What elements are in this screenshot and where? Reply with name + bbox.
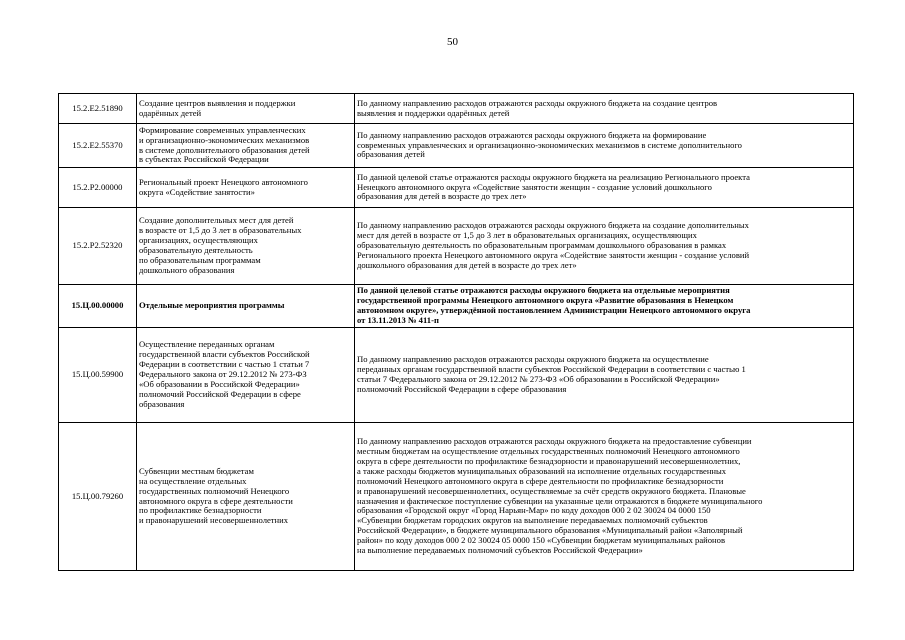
table-row	[59, 285, 854, 328]
description-cell: По данному направлению расходов отражаются расходы окружного бюджета на создание дополнительных мест для детей в возрасте от 1,5 до 3 лет в образовательных организациях, осуществляющих образовательную деятельность по образовательным программам дошкольного образования в рамках Регионального проекта Ненецкого автономного округа «Содействие занятости женщин - создание условий дошкольного образования для детей в возрасте до трех лет»	[355, 208, 854, 285]
code-cell: 15.2.Е2.51890	[59, 94, 137, 124]
code-cell: 15.2.Е2.55370	[59, 124, 137, 168]
description-cell: По данной целевой статье отражаются расходы окружного бюджета на реализацию Регионального проекта Ненецкого автономного округа «Содействие занятости женщин - создание условий дошкольного образования для детей в возрасте до трех лет»	[355, 168, 854, 208]
description-cell: По данному направлению расходов отражаются расходы окружного бюджета на осуществление переданных органам государственной власти субъектов Российской Федерации в соответствии с частью 1 статьи 7 Федерального закона от 29.12.2012 № 273-ФЗ «Об образовании в Российской Федерации» полномочий Российской Федерации в сфере образования	[355, 328, 854, 423]
name-cell: Отдельные мероприятия программы	[137, 285, 355, 328]
name-cell: Осуществление переданных органам государственной власти субъектов Российской Федерации в соответствии с частью 1 статьи 7 Федерального закона от 29.12.2012 № 273-ФЗ «Об образовании в Российской Федерации» полномочий Российской Федерации в сфере образования	[137, 328, 355, 423]
table-row	[59, 168, 854, 208]
table-row	[59, 328, 854, 423]
description-cell: По данному направлению расходов отражаются расходы окружного бюджета на создание центров выявления и поддержки одарённых детей	[355, 94, 854, 124]
name-cell: Создание дополнительных мест для детей в возрасте от 1,5 до 3 лет в образовательных организациях, осуществляющих образовательную деятельность по образовательным программам дошкольного образования	[137, 208, 355, 285]
table-row	[59, 124, 854, 168]
description-cell: По данной целевой статье отражаются расходы окружного бюджета на отдельные мероприятия государственной программы Ненецкого автономного округа «Развитие образования в Ненецком автономном округе», утверждённой постановлением Администрации Ненецкого автономного округа от 13.11.2013 № 411-п	[355, 285, 854, 328]
page-number: 50	[447, 36, 458, 48]
code-cell: 15.Ц.00.59900	[59, 328, 137, 423]
code-cell: 15.Ц.00.79260	[59, 423, 137, 571]
code-cell: 15.2.Р2.00000	[59, 168, 137, 208]
description-cell: По данному направлению расходов отражаются расходы окружного бюджета на предоставление субвенции местным бюджетам на осуществление отдельных государственных полномочий Ненецкого автономного округа в сфере деятельности по профилактике безнадзорности и правонарушений несовершеннолетних, а также расходы бюджетов муниципальных образований на исполнение отдельных государственных полномочий Ненецкого автономного округа в сфере деятельности по профилактике безнадзорности и правонарушений несовершеннолетних, осуществляемые за счёт средств окружного бюджета. Плановые назначения и фактическое поступление субвенции на указанные цели отражаются в бюджете муниципального образования «Городской округ «Город Нарьян-Мар» по коду доходов 000 2 02 30024 04 0000 150 «Субвенции бюджетам городских округов на выполнение передаваемых полномочий субъектов Российской Федерации», в бюджете муниципального образования «Муниципальный район «Заполярный район» по коду доходов 000 2 02 30024 05 0000 150 «Субвенции бюджетам муниципальных районов на выполнение передаваемых полномочий субъектов Российской Федерации»	[355, 423, 854, 571]
table-row	[59, 208, 854, 285]
name-cell: Создание центров выявления и поддержки одарённых детей	[137, 94, 355, 124]
name-cell: Формирование современных управленческих и организационно-экономических механизмов в системе дополнительного образования детей в субъектах Российской Федерации	[137, 124, 355, 168]
table-row	[59, 423, 854, 571]
name-cell: Субвенции местным бюджетам на осуществление отдельных государственных полномочий Ненецкого автономного округа в сфере деятельности по профилактике безнадзорности и правонарушений несовершеннолетних	[137, 423, 355, 571]
budget-classification-table	[58, 93, 854, 571]
description-cell: По данному направлению расходов отражаются расходы окружного бюджета на формирование современных управленческих и организационно-экономических механизмов в системе дополнительного образования детей	[355, 124, 854, 168]
code-cell: 15.Ц.00.00000	[59, 285, 137, 328]
name-cell: Региональный проект Ненецкого автономного округа «Содействие занятости»	[137, 168, 355, 208]
code-cell: 15.2.Р2.52320	[59, 208, 137, 285]
table-row	[59, 94, 854, 124]
table-body	[59, 94, 854, 571]
